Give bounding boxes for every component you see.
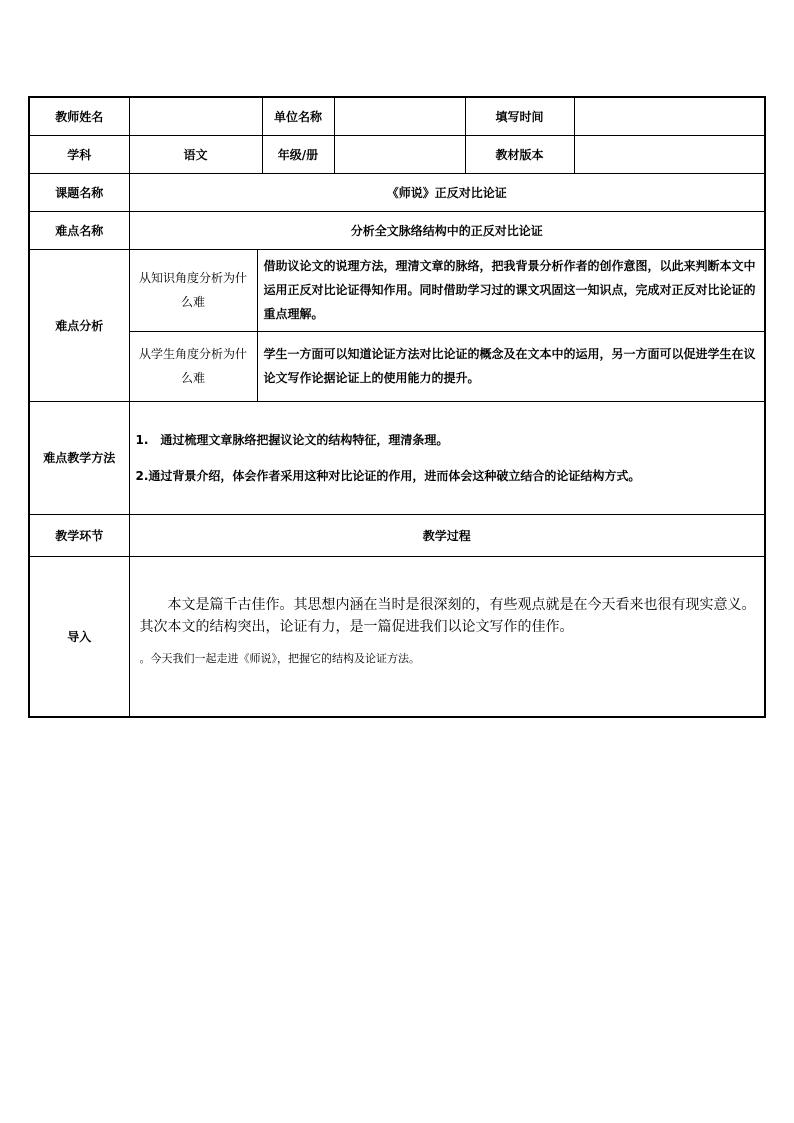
topic-row (29, 173, 765, 211)
intro-row (29, 556, 765, 717)
student-angle-label: 从学生角度分析为什么难 (129, 331, 257, 401)
knowledge-angle-text: 借助议论文的说理方法，理清文章的脉络，把我背景分析作者的创作意图，以此来判断本文中运用正反对比论证得知作用。同时借助学习过的课文巩固这一知识点，完成对正反对比论证的重点理解。 (257, 249, 765, 331)
intro-main-text: 本文是篇千古佳作。其思想内涵在当时是很深刻的，有些观点就是在今天看来也很有现实意义。其次本文的结构突出，论证有力，是一篇促进我们以论文写作的佳作。 (139, 597, 756, 636)
fill-date-value (574, 97, 765, 135)
intro-sub-text: 。今天我们一起走进《师说》，把握它的结构及论证方法。 (139, 652, 420, 666)
process-stage-label: 教学环节 (29, 514, 129, 556)
topic-label: 课题名称 (29, 173, 129, 211)
textbook-label: 教材版本 (465, 135, 574, 173)
method-label: 难点教学方法 (29, 401, 129, 514)
method-item-1: 1. 通过梳理文章脉络把握议论文的结构特征，理清条理。 (135, 432, 449, 447)
topic-value: 《师说》正反对比论证 (129, 173, 765, 211)
teacher-name-label: 教师姓名 (29, 97, 129, 135)
process-label: 教学过程 (129, 514, 765, 556)
difficulty-value: 分析全文脉络结构中的正反对比论证 (129, 211, 765, 249)
unit-name-value (334, 97, 465, 135)
difficulty-label: 难点名称 (29, 211, 129, 249)
difficulty-row (29, 211, 765, 249)
method-row (29, 401, 765, 514)
subject-value: 语文 (129, 135, 262, 173)
analysis-student-row (29, 331, 765, 401)
info-row-2 (29, 135, 765, 173)
teacher-name-value (129, 97, 262, 135)
grade-value (334, 135, 465, 173)
intro-content (129, 556, 765, 717)
intro-label: 导入 (29, 556, 129, 717)
knowledge-angle-label: 从知识角度分析为什么难 (129, 249, 257, 331)
subject-label: 学科 (29, 135, 129, 173)
info-row-1 (29, 97, 765, 135)
process-header-row (29, 514, 765, 556)
grade-label: 年级/册 (262, 135, 334, 173)
method-item-2: 2.通过背景介绍，体会作者采用这种对比论证的作用，进而体会这种破立结合的论证结构方式。 (135, 468, 641, 483)
student-angle-text: 学生一方面可以知道论证方法对比论证的概念及在文本中的运用，另一方面可以促进学生在议论文写作论据论证上的使用能力的提升。 (257, 331, 765, 401)
method-content (129, 401, 765, 514)
fill-date-label: 填写时间 (465, 97, 574, 135)
analysis-knowledge-row (29, 249, 765, 331)
textbook-value (574, 135, 765, 173)
unit-name-label: 单位名称 (262, 97, 334, 135)
analysis-label: 难点分析 (29, 249, 129, 401)
lesson-plan-table (28, 96, 766, 718)
lesson-plan-sheet (28, 96, 764, 718)
